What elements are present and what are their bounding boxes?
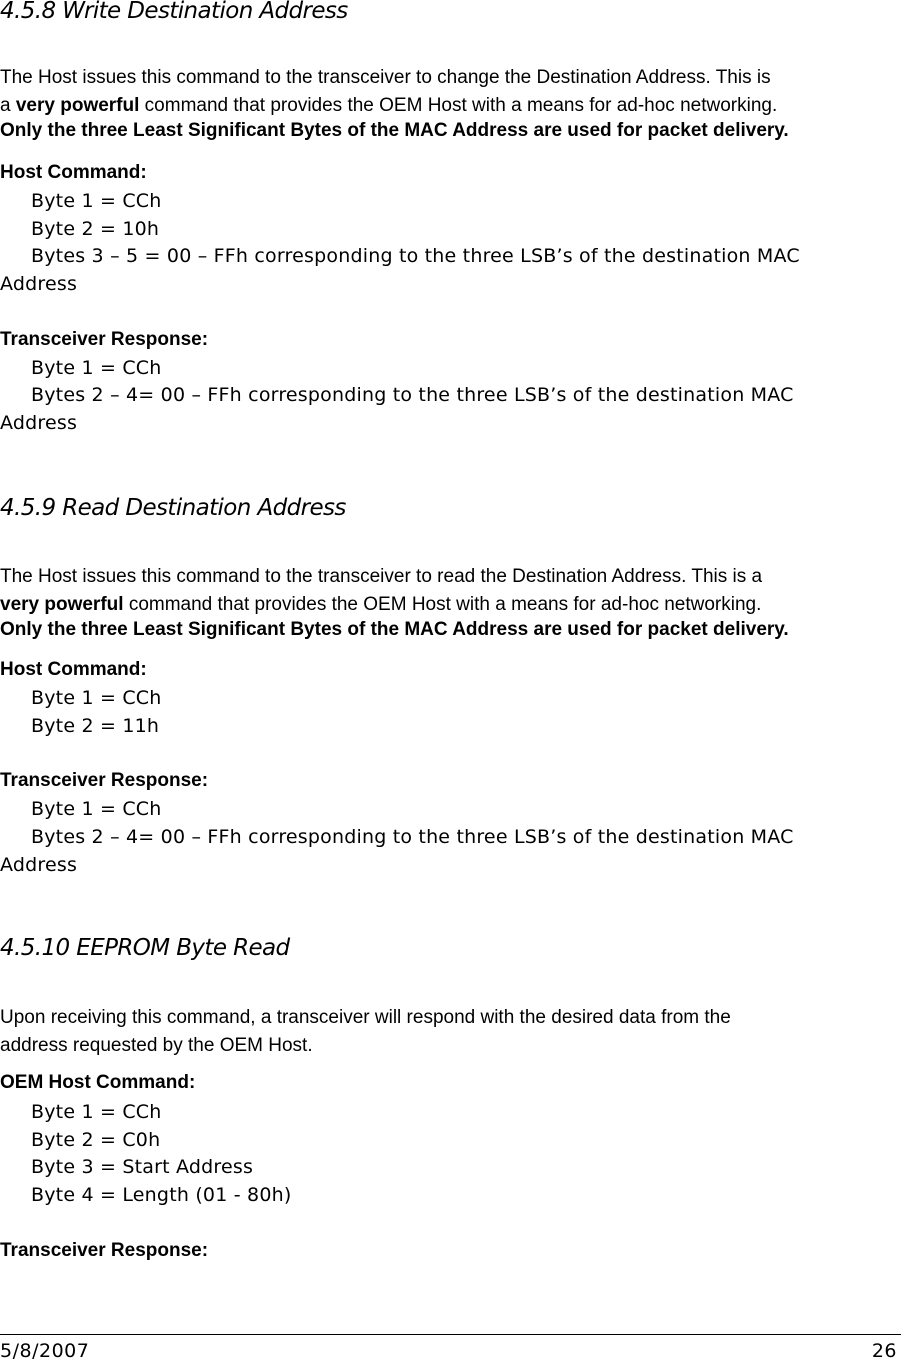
byte-line: Bytes 2 – 4= 00 – FFh corresponding to the three LSB’s of the destination MAC [31,384,794,406]
paragraph-line: address requested by the OEM Host. [0,1035,313,1056]
byte-line: Byte 2 = C0h [31,1129,161,1151]
byte-line: Byte 2 = 11h [31,715,160,737]
paragraph-line: The Host issues this command to the transceiver to change the Destination Address. This is [0,67,771,88]
emphasis-text: very powerful [15,95,140,116]
transceiver-response-label: Transceiver Response: [0,329,209,350]
byte-line-wrap: Address [0,412,78,434]
byte-line-wrap: Address [0,273,78,295]
footer-date: 5/8/2007 [0,1340,90,1362]
byte-line: Byte 2 = 10h [31,218,160,240]
byte-line: Bytes 2 – 4= 00 – FFh corresponding to the three LSB’s of the destination MAC [31,826,794,848]
paragraph-line: Upon receiving this command, a transceiver will respond with the desired data from the [0,1007,731,1028]
byte-line-wrap: Address [0,854,78,876]
section-heading-4-5-9: 4.5.9 Read Destination Address [0,495,346,521]
byte-line: Bytes 3 – 5 = 00 – FFh corresponding to the three LSB’s of the destination MAC [31,245,800,267]
emphasis-line: Only the three Least Significant Bytes of the MAC Address are used for packet delivery. [0,120,789,141]
paragraph-line: The Host issues this command to the transceiver to read the Destination Address. This is a [0,566,763,587]
section-heading-4-5-8: 4.5.8 Write Destination Address [0,0,348,24]
transceiver-response-label: Transceiver Response: [0,1240,209,1261]
byte-line: Byte 3 = Start Address [31,1156,254,1178]
emphasis-line: Only the three Least Significant Bytes of the MAC Address are used for packet delivery. [0,619,789,640]
text-fragment: command that provides the OEM Host with a means for ad-hoc networking. [123,594,762,615]
byte-line: Byte 1 = CCh [31,687,162,709]
footer-divider [0,1334,901,1335]
host-command-label: Host Command: [0,659,147,680]
emphasis-text: very powerful [0,594,124,615]
section-heading-4-5-10: 4.5.10 EEPROM Byte Read [0,935,290,961]
footer-page-number: 26 [871,1340,897,1362]
byte-line: Byte 4 = Length (01 - 80h) [31,1184,292,1206]
host-command-label: Host Command: [0,162,147,183]
paragraph-line [0,591,761,619]
transceiver-response-label: Transceiver Response: [0,770,209,791]
byte-line: Byte 1 = CCh [31,1101,162,1123]
paragraph-line [0,92,777,120]
text-fragment: command that provides the OEM Host with a means for ad-hoc networking. [139,95,778,116]
byte-line: Byte 1 = CCh [31,798,162,820]
text-fragment: a [0,95,16,116]
oem-host-command-label: OEM Host Command: [0,1072,196,1093]
byte-line: Byte 1 = CCh [31,357,162,379]
byte-line: Byte 1 = CCh [31,190,162,212]
